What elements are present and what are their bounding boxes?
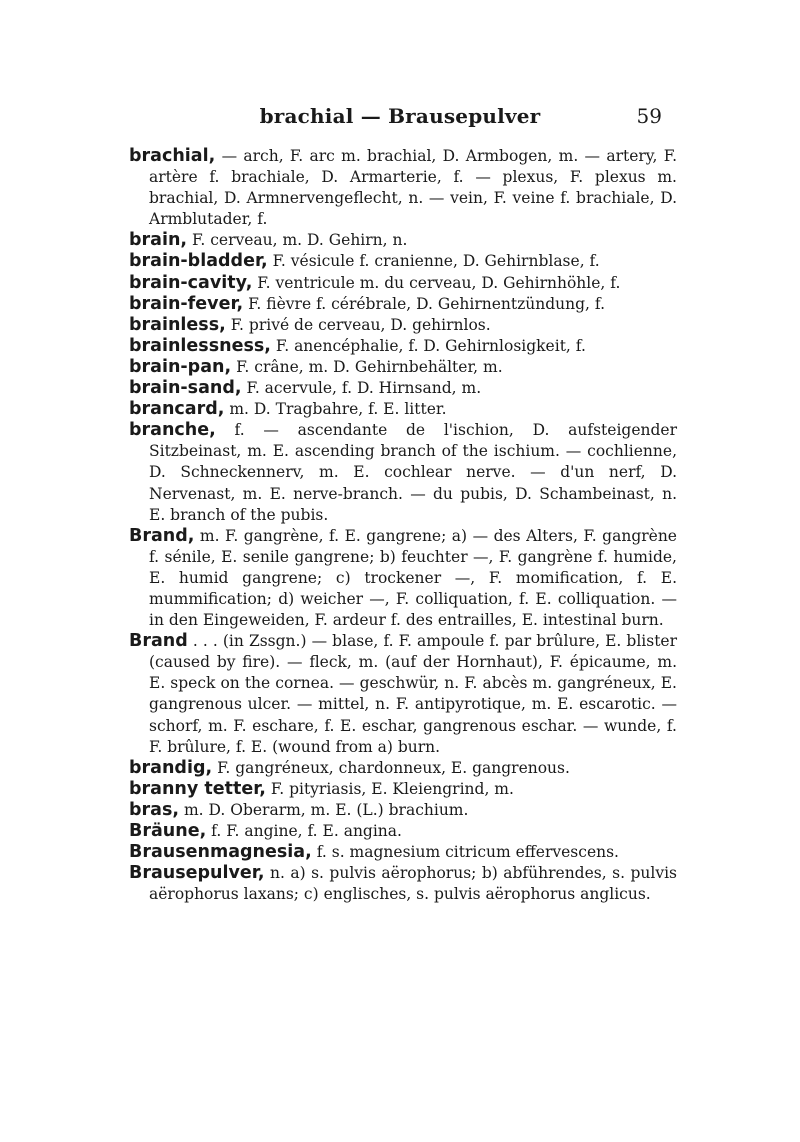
dictionary-entry [129, 399, 677, 420]
headword: Brausepulver, [129, 863, 265, 884]
entry-text: m. F. gangrène, f. E. gangrene; a) — des Alters, F. gangrène f. sénile, E. senile gangrene; b) feuchter —, F. gangrène f. humide, E. humid gangrene; c) trockener —, F. momification, f. E. mummification; d) weicher —, F. colliquation, f. E. colliquation. — in den Eingeweiden, F. ardeur f. des entrailles, E. intestinal burn. [149, 526, 677, 630]
entry-text: m. D. Oberarm, m. E. (L.) brachium. [183, 800, 469, 819]
entry-text: F. fièvre f. cérébrale, D. Gehirnentzündung, f. [248, 294, 606, 313]
headword: brain, [129, 230, 188, 251]
headword: brain-cavity, [129, 272, 253, 293]
entry-text: F. pityriasis, E. Kleiengrind, m. [270, 779, 514, 798]
dictionary-entry [129, 842, 677, 863]
dictionary-entry [129, 821, 677, 842]
headword: brain-fever, [129, 293, 244, 314]
dictionary-entry [129, 273, 677, 294]
dictionary-entry [129, 357, 677, 378]
entry-text: f. s. magnesium citricum effervescens. [316, 843, 619, 862]
headword: Brand, [129, 525, 195, 546]
entry-text: F. crâne, m. D. Gehirnbehälter, m. [236, 357, 503, 376]
dictionary-entry [129, 420, 677, 525]
entry-text: . . . (in Zssgn.) — blase, f. F. ampoule f. par brûlure, E. blister (caused by fire). — fleck, m. (auf der Hornhaut), F. épicaume, m. E. speck on the cornea. — geschwür, n. F. abcès m. gangréneux, E. gangrenous ulcer. — mittel, n. F. antipyrotique, m. E. escarotic. — schorf, m. F. eschare, f. E. eschar, gangrenous eschar. — wunde, f. F. brûlure, f. E. (wound from a) burn. [149, 632, 677, 756]
dictionary-entry [129, 863, 677, 905]
entry-text: F. acervule, f. D. Hirnsand, m. [246, 379, 482, 398]
page-header [0, 104, 800, 134]
headword: brain-pan, [129, 356, 232, 377]
dictionary-entry [129, 251, 677, 272]
headword: brainless, [129, 314, 226, 335]
entry-text: F. vésicule f. cranienne, D. Gehirnblase, f. [272, 252, 600, 271]
headword: brainlessness, [129, 335, 271, 356]
headword: brain-bladder, [129, 251, 268, 272]
dictionary-entry [129, 526, 677, 631]
dictionary-entry [129, 146, 677, 230]
entry-text: F. privé de cerveau, D. gehirnlos. [230, 315, 491, 334]
entry-text: F. gangréneux, chardonneux, E. gangrenous. [217, 758, 570, 777]
running-head: brachial — Brausepulver [259, 104, 541, 128]
entry-text: n. a) s. pulvis aërophorus; b) abführendes, s. pulvis aërophorus laxans; c) englisches, s. pulvis aërophorus anglicus. [149, 864, 677, 904]
dictionary-entry [129, 779, 677, 800]
dictionary-entry [129, 800, 677, 821]
headword: brandig, [129, 757, 213, 778]
headword: Bräune, [129, 821, 207, 841]
headword: brachial, [129, 146, 216, 166]
headword: brain-sand, [129, 378, 242, 399]
dictionary-entry [129, 230, 677, 251]
page-number: 59 [636, 104, 662, 128]
dictionary-entry [129, 294, 677, 315]
entry-text: F. ventricule m. du cerveau, D. Gehirnhöhle, f. [257, 273, 621, 292]
dictionary-entry [129, 758, 677, 779]
headword: Brausenmagnesia, [129, 842, 312, 863]
entry-text: F. anencéphalie, f. D. Gehirnlosigkeit, f. [275, 336, 586, 355]
headword: Brand [129, 631, 188, 652]
entry-text: — arch, F. arc m. brachial, D. Armbogen, m. — artery, F. artère f. brachiale, D. Armarterie, f. — plexus, F. plexus m. brachial, D. Armnervengeflecht, n. — vein, F. veine f. brachiale, D. Armblutader, f. [149, 147, 677, 229]
headword: brancard, [129, 399, 225, 420]
dictionary-entry [129, 631, 677, 758]
entry-text: m. D. Tragbahre, f. E. litter. [229, 400, 447, 419]
headword: branche, [129, 420, 216, 441]
dictionary-entry [129, 336, 677, 357]
dictionary-column [129, 146, 677, 905]
dictionary-entry [129, 315, 677, 336]
entry-text: F. cerveau, m. D. Gehirn, n. [192, 231, 408, 250]
headword: bras, [129, 799, 180, 820]
entry-text: f. — ascendante de l'ischion, D. aufsteigender Sitzbeinast, m. E. ascending branch of the ischium. — cochlienne, D. Schneckennerv, m. E. cochlear nerve. — d'un nerf, D. Nervenast, m. E. nerve-branch. — du pubis, D. Schambeinast, n. E. branch of the pubis. [149, 421, 677, 524]
headword: branny tetter, [129, 778, 266, 799]
dictionary-entry [129, 378, 677, 399]
entry-text: f. F. angine, f. E. angina. [211, 822, 402, 840]
